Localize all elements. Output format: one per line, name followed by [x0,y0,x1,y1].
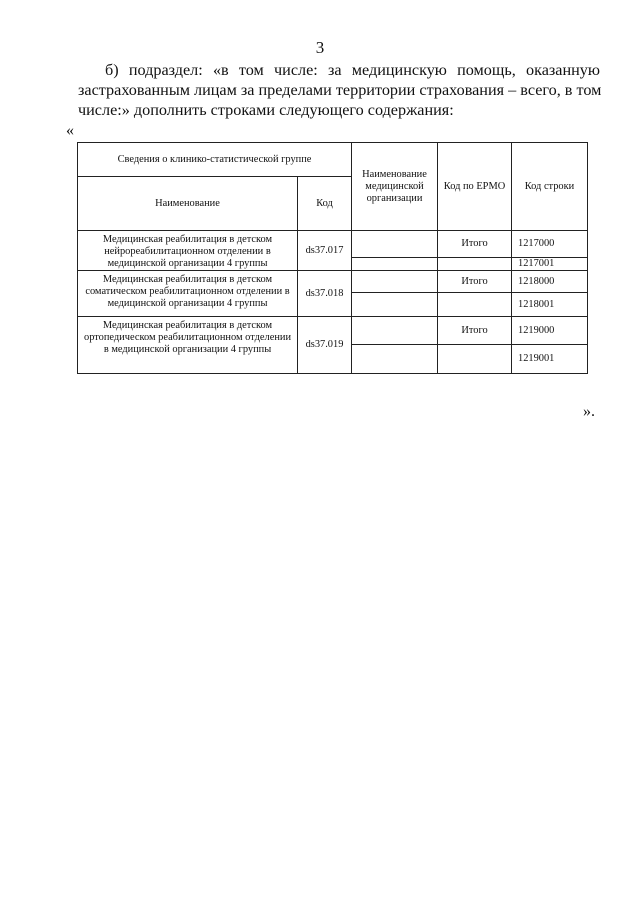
org-cell [352,345,438,374]
page-number: 3 [315,38,325,57]
paragraph-line-3: числе:» дополнить строками следующего содержания: [78,101,454,119]
org-cell [352,271,438,293]
row-code-sub: 1218001 [512,293,588,317]
total-label: Итого [438,271,512,293]
ermo-cell [438,257,512,270]
row-code-total: 1219000 [512,317,588,345]
ermo-cell [438,293,512,317]
row-code-total: 1218000 [512,271,588,293]
paragraph-line-1: б) подраздел: «в том числе: за медицинскую помощь, оказанную [105,61,600,79]
header-ermo-code: Код по ЕРМО [438,143,512,231]
table-row-name: Медицинская реабилитация в детском нейрореабилитационном отделении в медицинской организации 4 группы [78,231,298,271]
ermo-cell [438,345,512,374]
table-row-name: Медицинская реабилитация в детском ортопедическом реабилитационном отделении в медицинской организации 4 группы [78,317,298,374]
org-cell [352,317,438,345]
org-cell [352,293,438,317]
insertion-table [77,142,588,374]
table-row-code: ds37.017 [298,231,352,271]
total-label: Итого [438,231,512,258]
table-row-code: ds37.019 [298,317,352,374]
header-code: Код [298,177,352,231]
header-name: Наименование [78,177,298,231]
table-row-code: ds37.018 [298,271,352,317]
row-code-sub: 1219001 [512,345,588,374]
opening-quote: « [66,122,74,139]
header-row-code: Код строки [512,143,588,231]
org-cell [352,231,438,258]
row-code-sub: 1217001 [512,257,588,270]
row-code-total: 1217000 [512,231,588,258]
paragraph-line-2: застрахованным лицам за пределами территории страхования – всего, в том [78,81,602,99]
total-label: Итого [438,317,512,345]
amendment-paragraph [78,60,600,120]
header-org-name: Наименование медицинской организации [352,143,438,231]
group-header: Сведения о клинико-статистической группе [78,143,352,177]
org-cell [352,257,438,270]
closing-quote: ». [583,403,595,420]
table-row-name: Медицинская реабилитация в детском соматическом реабилитационном отделении в медицинской организации 4 группы [78,271,298,317]
